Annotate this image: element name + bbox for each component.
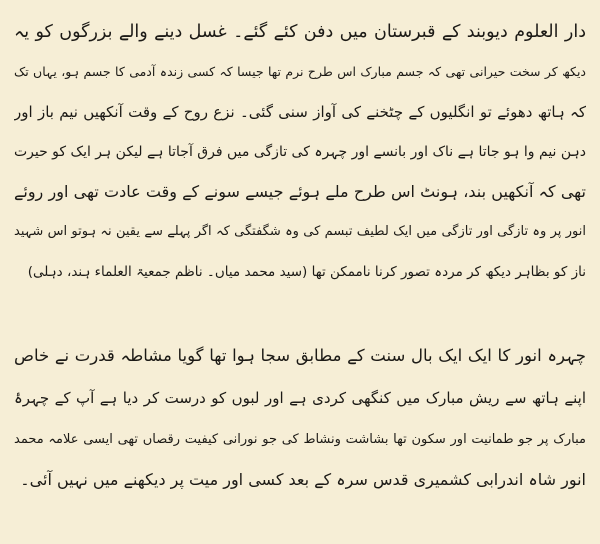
text-line: انور شاہ اندرابی کشمیری قدس سرہ کے بعد کسی اور میت پر دیکھنے میں نہیں آئی۔ <box>20 470 586 489</box>
text-line: دار العلوم دیوبند کے قبرستان میں دفن کئے گئے۔ غسل دینے والے بزرگوں کو یہ <box>14 22 586 42</box>
text-line: انور پر وہ تازگی اور تازگی میں ایک لطیف تبسم کی وہ شگفتگی کہ اگر پہلے سے یقین نہ ہوتو اس شہید <box>14 224 586 239</box>
text-line: مبارک پر جو طمانیت اور سکون تھا بشاشت ونشاط کی جو نورانی کیفیت رقصاں تھی ایسی علامہ محمد <box>14 432 586 447</box>
text-line: دیکھ کر سخت حیرانی تھی کہ جسم مبارک اس طرح نرم تھا جیسا کہ کسی زندہ آدمی کا جسم ہو، یہاں تک <box>14 64 586 79</box>
text-line: اپنے ہاتھ سے ریش مبارک میں کنگھی کردی ہے اور لبوں کو درست کر دیا ہے آپ کے چہرۂ <box>14 389 586 407</box>
text-line: چہرہ انور کا ایک ایک بال سنت کے مطابق سجا ہوا تھا گویا مشاطہ قدرت نے خاص <box>14 346 586 365</box>
text-line: تھی کہ آنکھیں بند، ہونٹ اس طرح ملے ہوئے جیسے سونے کے وقت عادت تھی اور روئے <box>14 182 586 201</box>
text-line-attribution: ناز کو بظاہر دیکھ کر مردہ تصور کرنا ناممکن تھا (سید محمد میاں۔ ناظم جمعیۃ العلماء ہند، دہلی) <box>27 264 586 280</box>
text-line: دہن نیم وا ہو جاتا ہے ناک اور بانسے اور چہرہ کی تازگی میں فرق آجاتا ہے لیکن ہر ایک کو حیرت <box>14 144 586 160</box>
text-line: کہ ہاتھ دھوئے تو انگلیوں کے چٹخنے کی آواز سنی گئی۔ نزع روح کے وقت آنکھیں نیم باز اور <box>14 103 586 121</box>
